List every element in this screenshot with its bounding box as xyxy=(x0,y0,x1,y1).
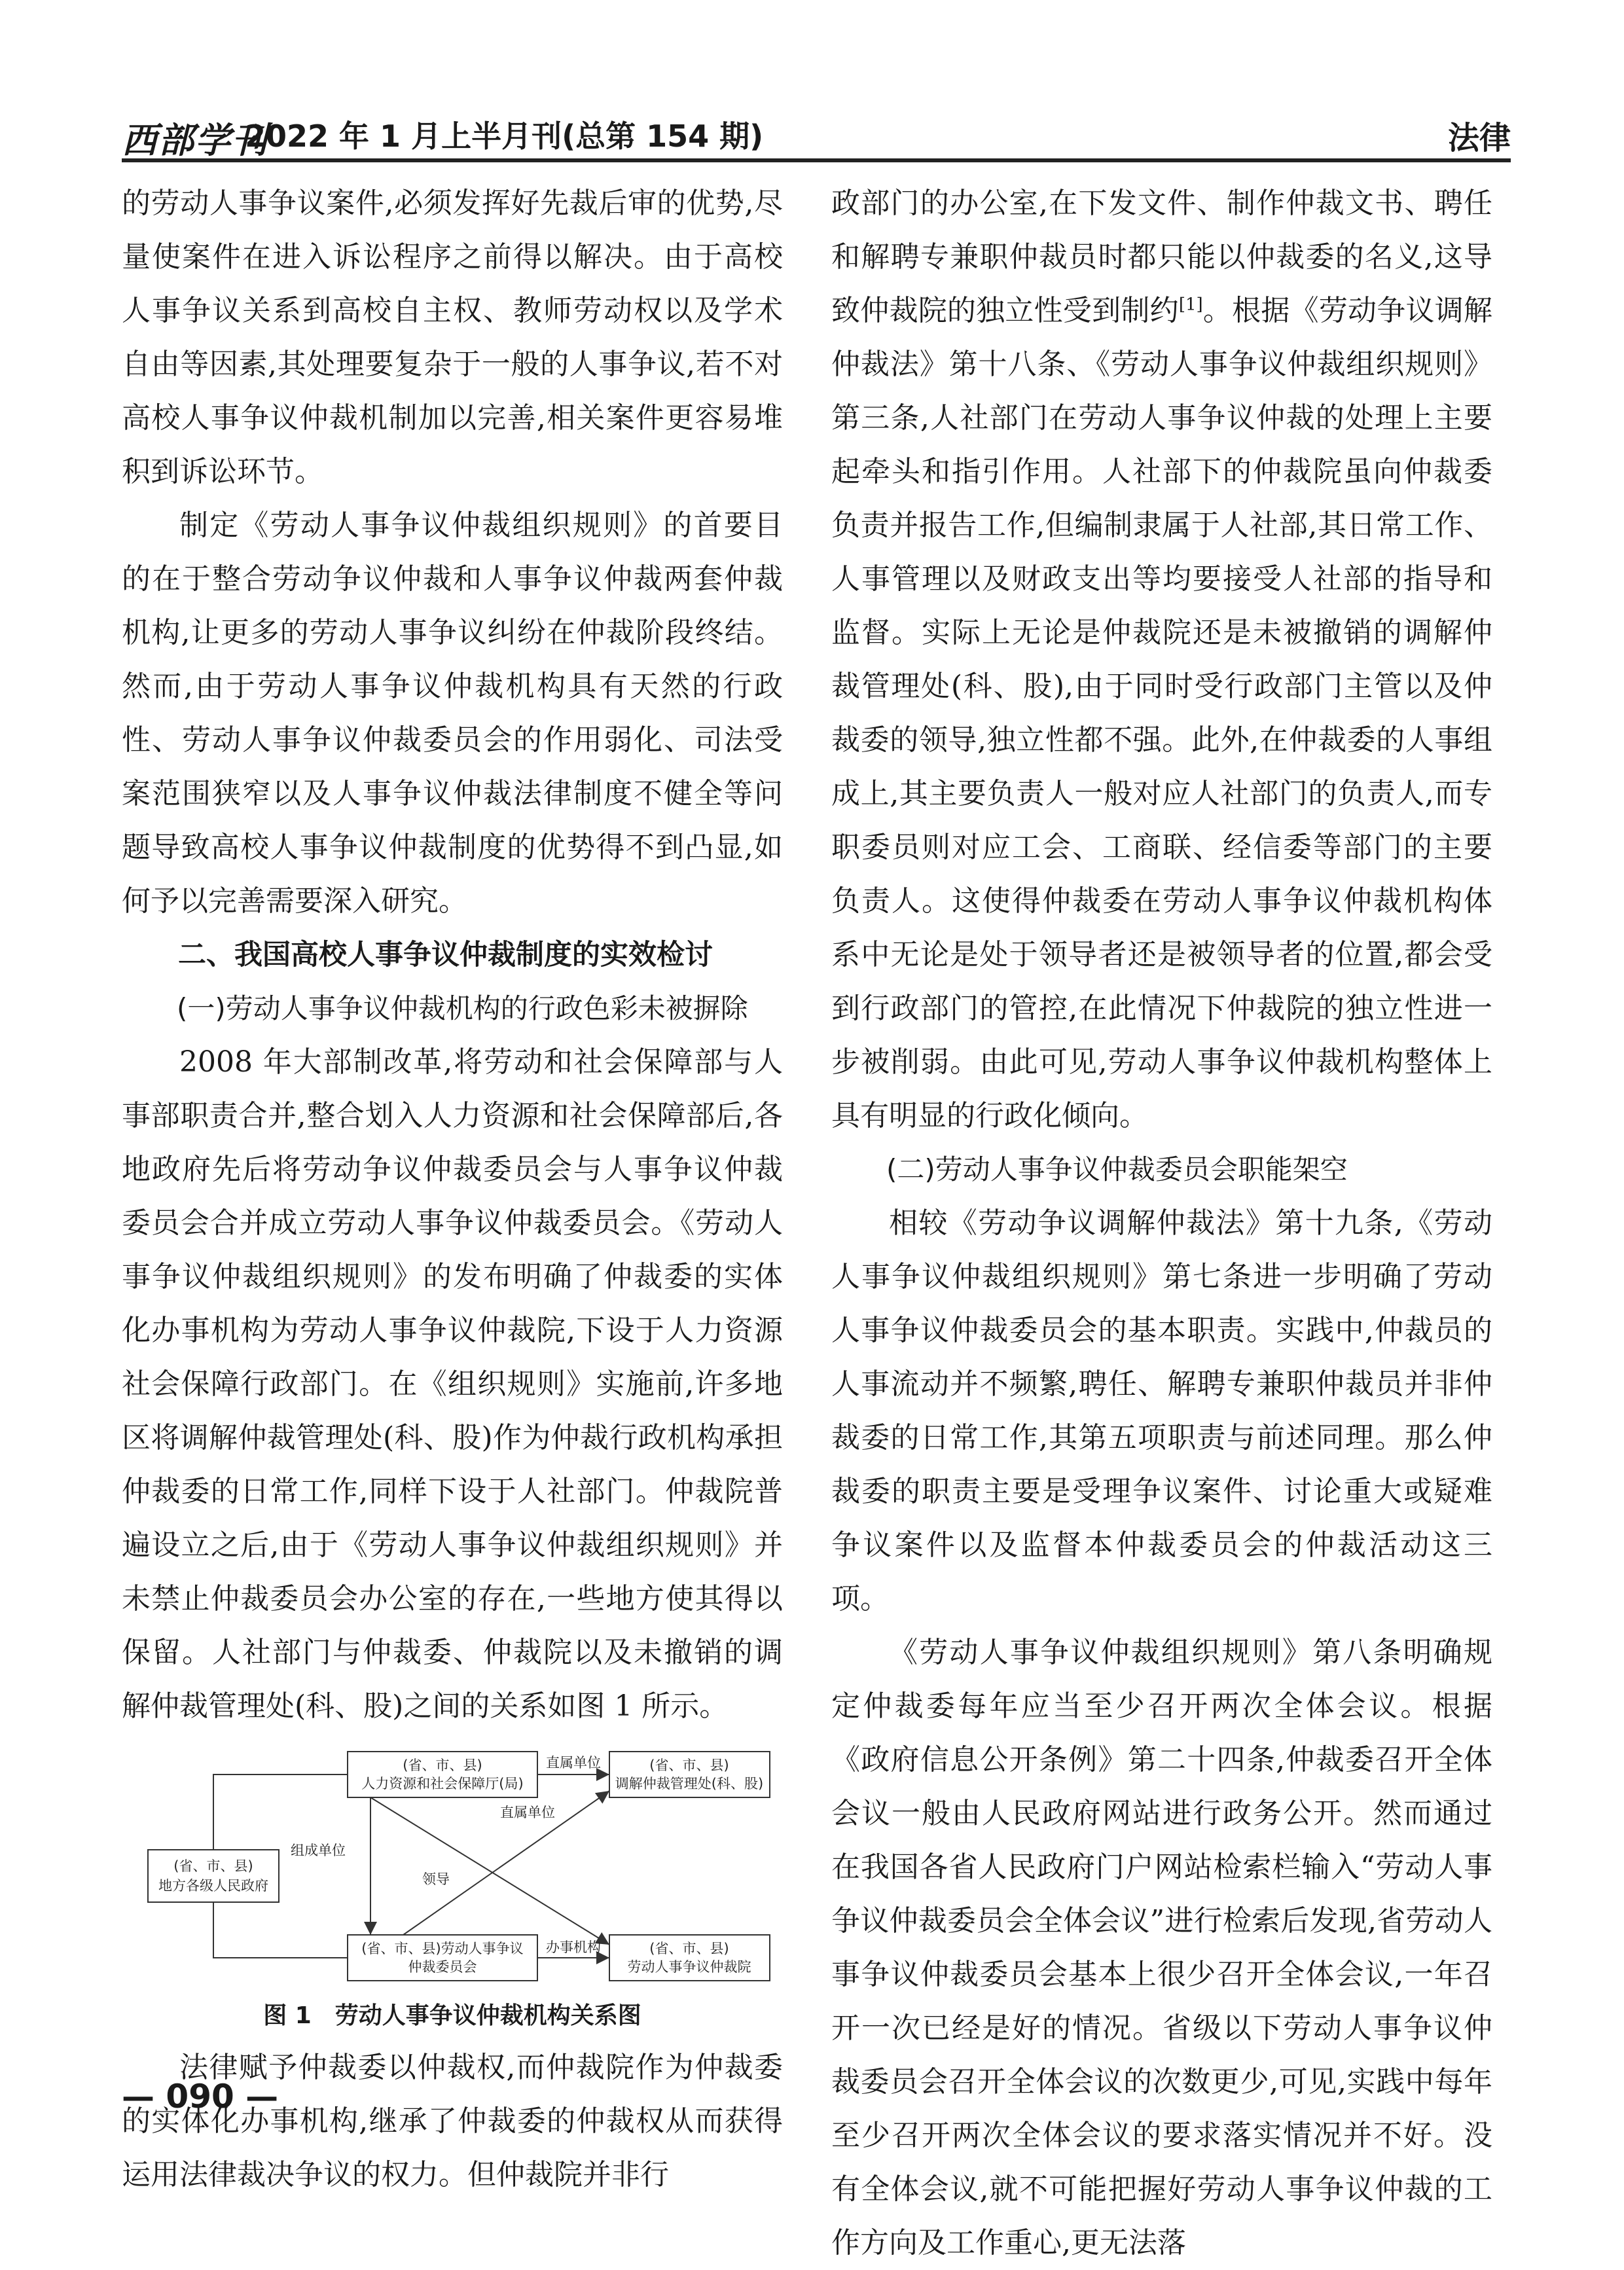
figure-caption: 图 1 劳动人事争议仲裁机构关系图 xyxy=(263,2002,641,2029)
svg-text:(省、市、县): (省、市、县) xyxy=(649,1941,729,1956)
svg-text:人力资源和社会保障厅(局): 人力资源和社会保障厅(局) xyxy=(361,1776,524,1792)
label-direct-unit: 直属单位 xyxy=(500,1805,555,1820)
svg-text:(省、市、县): (省、市、县) xyxy=(649,1757,729,1773)
journal-logo: 西部学刊 xyxy=(122,119,268,161)
header-rule xyxy=(122,158,1511,162)
label-component-unit: 组成单位 xyxy=(291,1843,346,1858)
paragraph: 2008 年大部制改革,将劳动和社会保障部与人事部职责合并,整合划入人力资源和社会保障部后,各地政府先后将劳动争议仲裁委员会与人事争议仲裁委员会合并成立劳动人事争议仲裁委员会。《劳动人事争议仲裁组织规则》的发布明确了仲裁委的实体化办事机构为劳动人事争议仲裁院,下设于人力资源社会保障行政部门。在《组织规则》实施前,许多地区将调解仲裁管理处(科、股)作为仲裁行政机构承担仲裁委的日常工作,同样下设于人社部门。仲裁院普遍设立之后,由于《劳动人事争议仲裁组织规则》并未禁止仲裁委员会办公室的存在,一些地方使其得以保留。人社部门与仲裁委、仲裁院以及未撤销的调解仲裁管理处(科、股)之间的关系如图 1 所示。 xyxy=(122,1045,783,1723)
svg-text:(省、市、县): (省、市、县) xyxy=(403,1757,482,1773)
left-column xyxy=(122,177,783,2202)
node-court xyxy=(609,1935,770,1981)
section-heading: 二、我国高校人事争议仲裁制度的实效检讨 xyxy=(178,939,713,971)
paragraph: 法律赋予仲裁委以仲裁权,而仲裁院作为仲裁委的实体化办事机构,继承了仲裁委的仲裁权从而获得运用法律裁决争议的权力。但仲裁院并非行 xyxy=(122,2051,783,2191)
paragraph: 的劳动人事争议案件,必须发挥好先裁后审的优势,尽量使案件在进入诉讼程序之前得以解决。由于高校人事争议关系到高校自主权、教师劳动权以及学术自由等因素,其处理要复杂于一般的人事争议,若不对高校人事争议仲裁机制加以完善,相关案件更容易堆积到诉讼环节。 xyxy=(122,187,783,488)
org-diagram xyxy=(122,1745,783,1994)
node-committee xyxy=(348,1935,537,1981)
label-lead: 领导 xyxy=(422,1871,450,1887)
paragraph: 政部门的办公室,在下发文件、制作仲裁文书、聘任和解聘专兼职仲裁员时都只能以仲裁委的名义,这导致仲裁院的独立性受到制约[1]。根据《劳动争议调解仲裁法》第十八条、《劳动人事争议仲裁组织规则》第三条,人社部门在劳动人事争议仲裁的处理上主要起牵头和指引作用。人社部下的仲裁院虽向仲裁委负责并报告工作,但编制隶属于人社部,其日常工作、人事管理以及财政支出等均要接受人社部的指导和监督。实际上无论是仲裁院还是未被撤销的调解仲裁管理处(科、股),由于同时受行政部门主管以及仲裁委的领导,独立性都不强。此外,在仲裁委的人事组成上,其主要负责人一般对应人社部门的负责人,而专职委员则对应工会、工商联、经信委等部门的主要负责人。这使得仲裁委在劳动人事争议仲裁机构体系中无论是处于领导者还是被领导者的位置,都会受到行政部门的管控,在此情况下仲裁院的独立性进一步被削弱。由此可见,劳动人事争议仲裁机构整体上具有明显的行政化倾向。 xyxy=(831,187,1492,1132)
page-header xyxy=(122,110,1511,161)
section-label: 法律 xyxy=(1447,120,1511,156)
label-office: 办事机构 xyxy=(546,1939,601,1955)
paragraph: 相较《劳动争议调解仲裁法》第十九条,《劳动人事争议仲裁组织规则》第七条进一步明确了劳动人事争议仲裁委员会的基本职责。实践中,仲裁员的人事流动并不频繁,聘任、解聘专兼职仲裁员并非仲裁委的日常工作,其第五项职责与前述同理。那么仲裁委的职责主要是受理争议案件、讨论重大或疑难争议案件以及监督本仲裁委员会的仲裁活动这三项。 xyxy=(831,1206,1492,1615)
label-direct-unit: 直属单位 xyxy=(546,1755,601,1771)
figure-1 xyxy=(122,1745,783,1994)
page-number: — 090 — xyxy=(122,2078,279,2116)
paragraph: 制定《劳动人事争议仲裁组织规则》的首要目的在于整合劳动争议仲裁和人事争议仲裁两套仲裁机构,让更多的劳动人事争议纠纷在仲裁阶段终结。然而,由于劳动人事争议仲裁机构具有天然的行政性、劳动人事争议仲裁委员会的作用弱化、司法受案范围狭窄以及人事争议仲裁法律制度不健全等问题导致高校人事争议仲裁制度的优势得不到凸显,如何予以完善需要深入研究。 xyxy=(122,509,783,918)
svg-text:(省、市、县)劳动人事争议: (省、市、县)劳动人事争议 xyxy=(361,1941,524,1956)
subsection-heading: (二)劳动人事争议仲裁委员会职能架空 xyxy=(886,1153,1348,1185)
svg-text:劳动人事争议仲裁院: 劳动人事争议仲裁院 xyxy=(627,1959,751,1975)
svg-text:仲裁委员会: 仲裁委员会 xyxy=(408,1959,477,1975)
node-admin xyxy=(609,1752,770,1797)
svg-text:调解仲裁管理处(科、股): 调解仲裁管理处(科、股) xyxy=(615,1776,764,1792)
svg-text:(省、市、县): (省、市、县) xyxy=(173,1858,253,1874)
issue-info: 2022 年 1 月上半月刊(总第 154 期) xyxy=(245,118,764,154)
node-gov xyxy=(148,1850,279,1902)
right-column xyxy=(831,177,1492,2270)
node-hr xyxy=(348,1752,537,1797)
subsection-heading: (一)劳动人事争议仲裁机构的行政色彩未被摒除 xyxy=(177,992,748,1024)
citation-ref: [1] xyxy=(1178,295,1203,315)
paragraph: 《劳动人事争议仲裁组织规则》第八条明确规定仲裁委每年应当至少召开两次全体会议。根据《政府信息公开条例》第二十四条,仲裁委召开全体会议一般由人民政府网站进行政务公开。然而通过在我国各省人民政府门户网站检索栏输入“劳动人事争议仲裁委员会全体会议”进行检索后发现,省劳动人事争议仲裁委员会基本上很少召开全体会议,一年召开一次已经是好的情况。省级以下劳动人事争议仲裁委员会召开全体会议的次数更少,可见,实践中每年至少召开两次全体会议的要求落实情况并不好。没有全体会议,就不可能把握好劳动人事争议仲裁的工作方向及工作重心,更无法落 xyxy=(831,1636,1492,2260)
svg-text:地方各级人民政府: 地方各级人民政府 xyxy=(158,1878,268,1894)
